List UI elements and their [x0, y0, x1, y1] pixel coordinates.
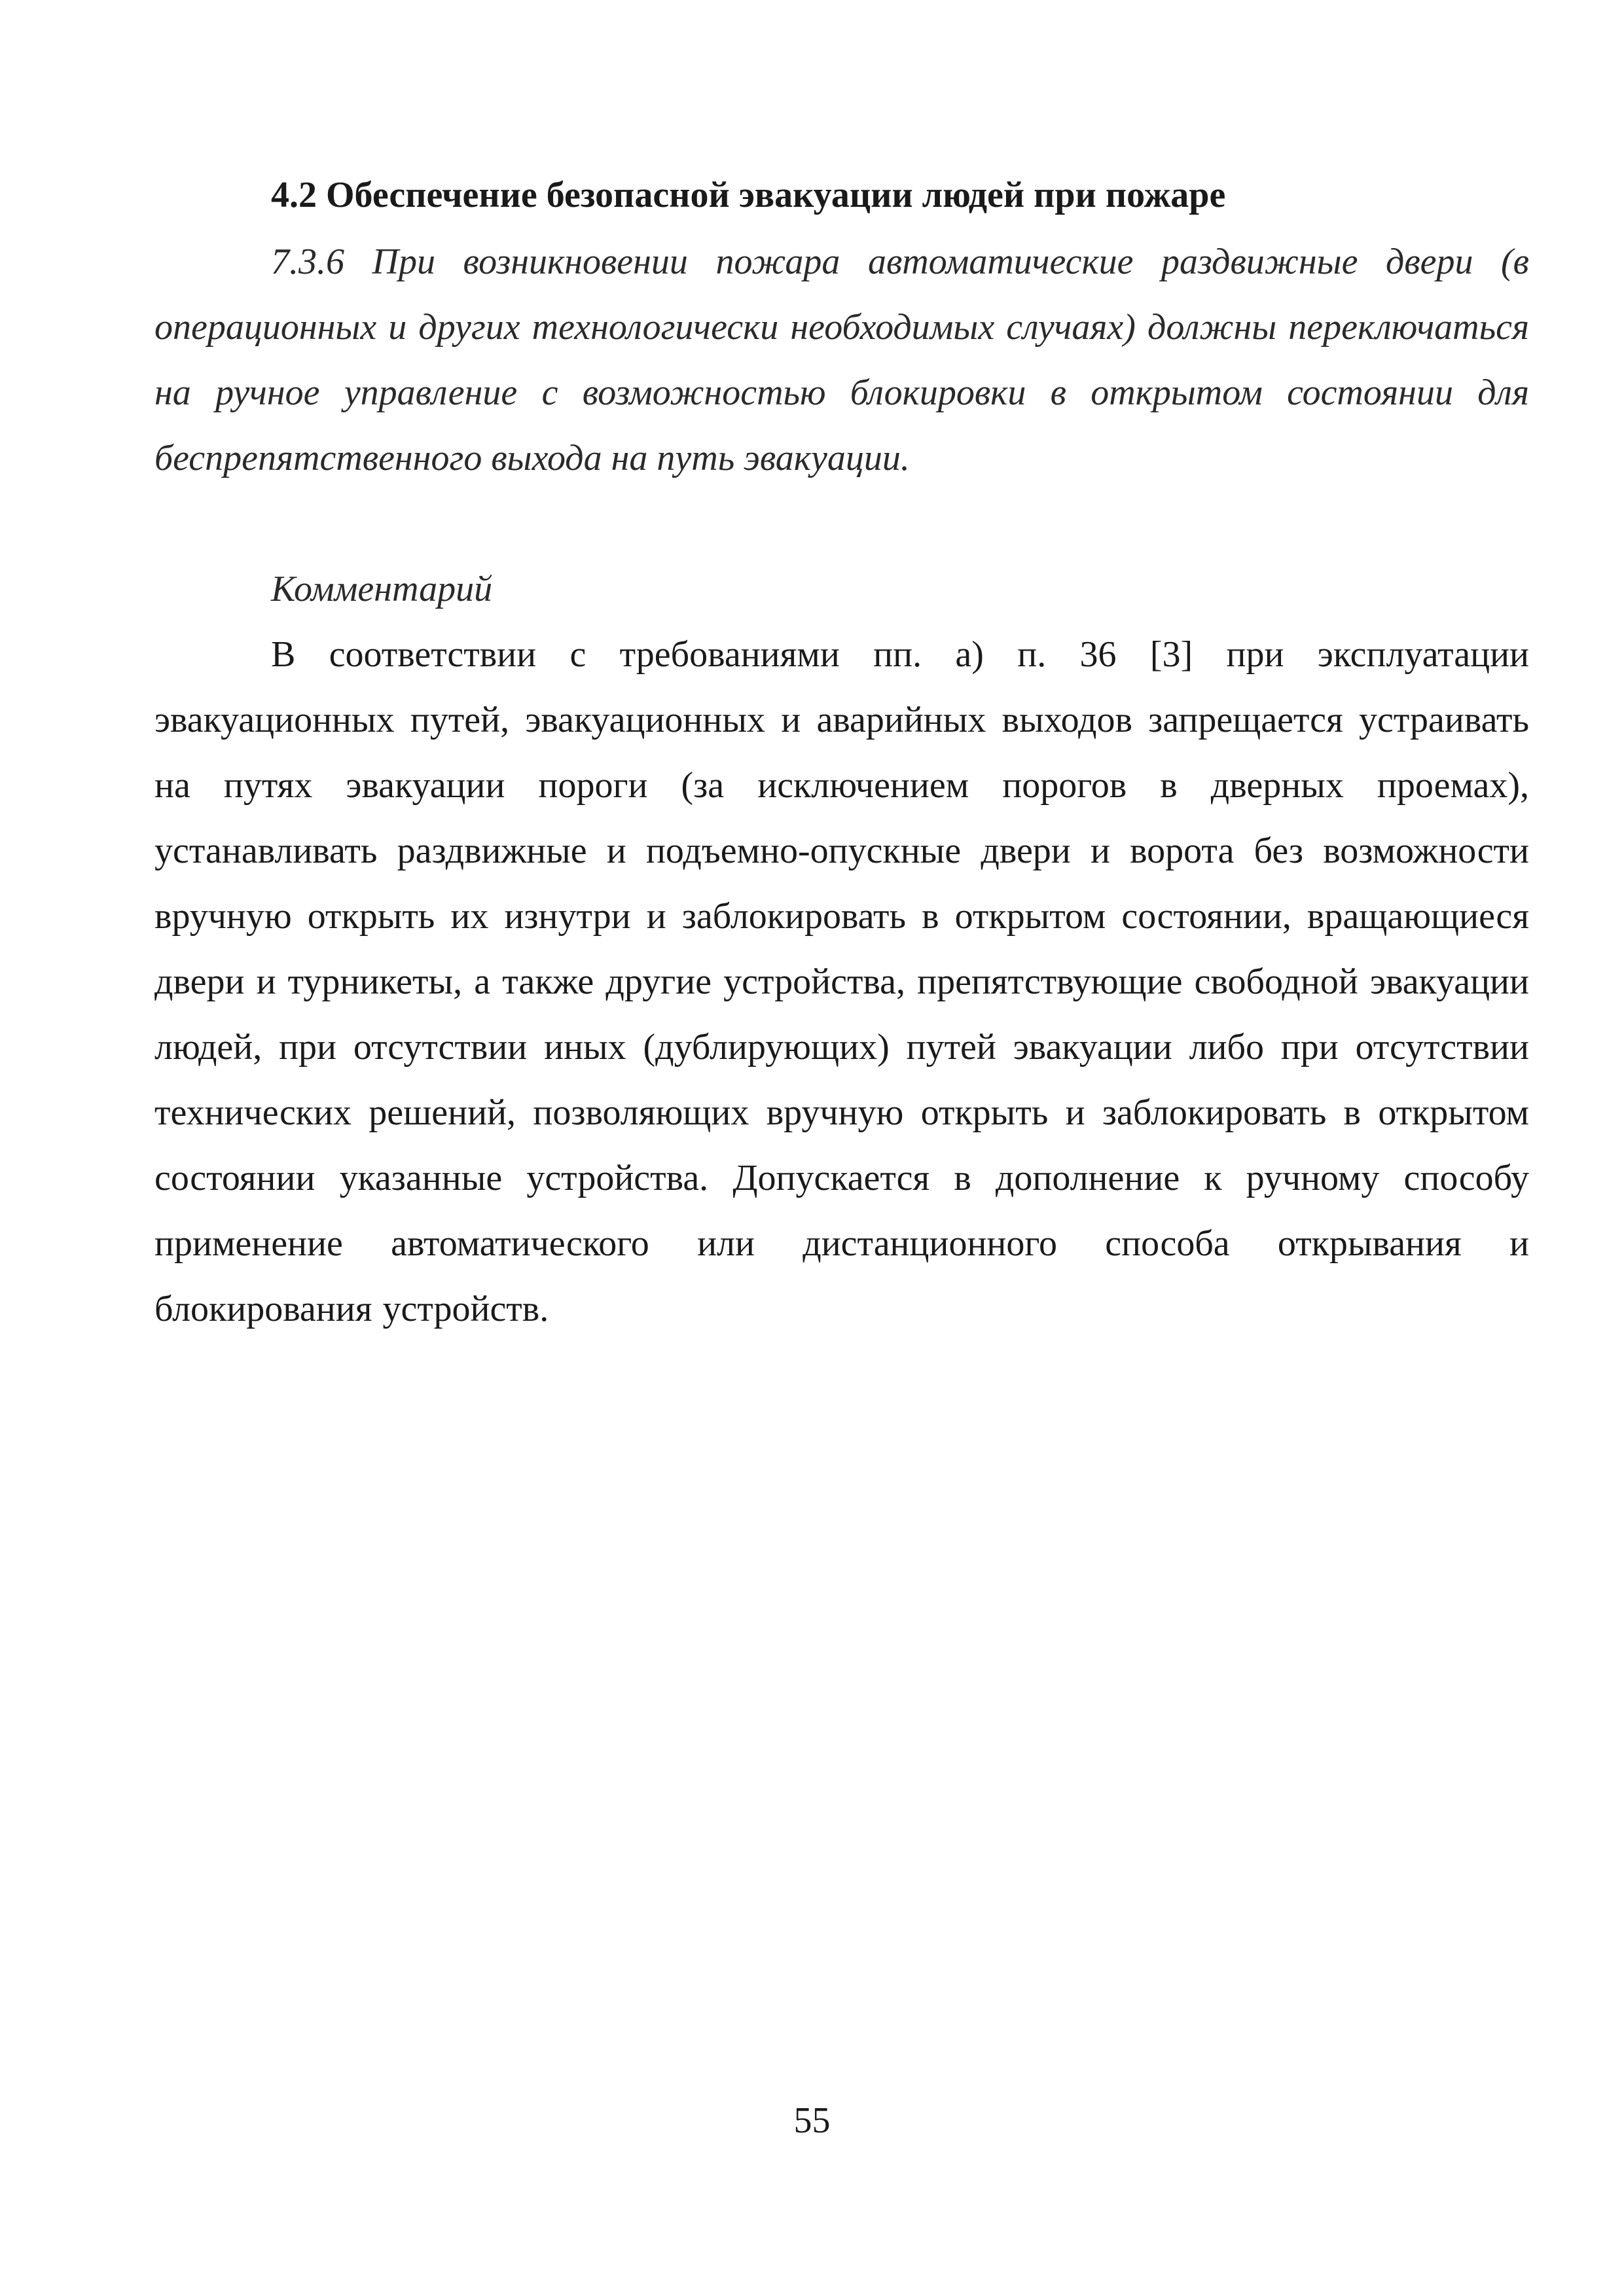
clause-paragraph: 7.3.6 При возникновении пожара автоматические раздвижные двери (в операционных и других технологически необходимых случаях) должны переключаться на ручное управление с возможностью блокировки в открытом состоянии для беспрепятственного выхода на путь эвакуации. — [154, 242, 1529, 478]
comment-label: Комментарий — [271, 569, 493, 609]
section-heading: 4.2 Обеспечение безопасной эвакуации людей при пожаре — [271, 175, 1226, 215]
comment-paragraph: В соответствии с требованиями пп. а) п. 36 [3] при эксплуатации эвакуационных путей, эвакуационных и аварийных выходов запрещается устраивать на путях эвакуации пороги (за исключением порогов в дверных проемах), устанавливать раздвижные и подъемно-опускные двери и ворота без возможности вручную открыть их изнутри и заблокировать в открытом состоянии, вращающиеся двери и турникеты, а также другие устройства, препятствующие свободной эвакуации людей, при отсутствии иных (дублирующих) путей эвакуации либо при отсутствии технических решений, позволяющих вручную открыть и заблокировать в открытом состоянии указанные устройства. Допускается в дополнение к ручному способу применение автоматического или дистанционного способа открывания и блокирования устройств. — [154, 634, 1529, 1329]
page-number: 55 — [793, 2100, 831, 2141]
